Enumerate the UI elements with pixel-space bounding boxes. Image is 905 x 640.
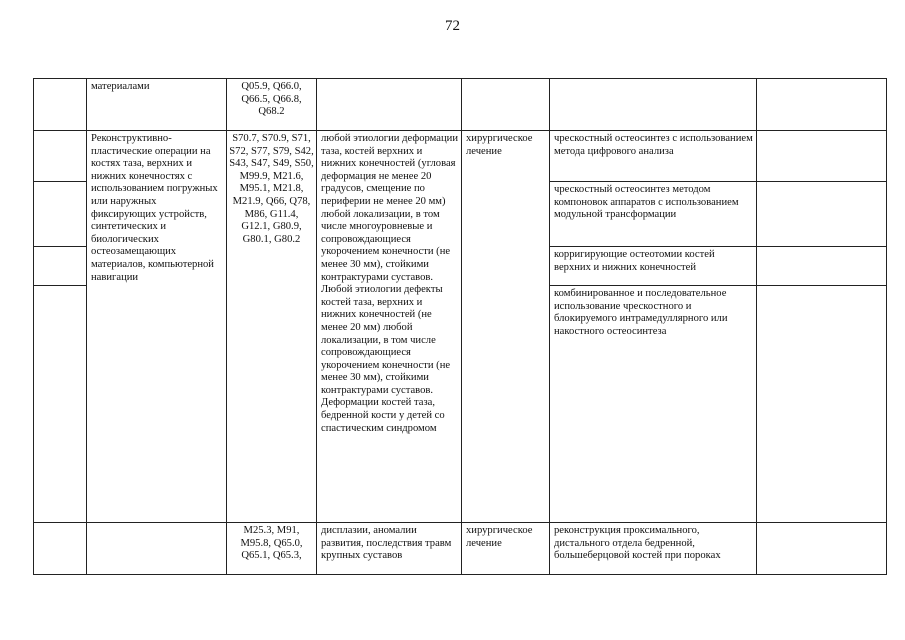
tariff-cell xyxy=(757,523,887,575)
table-row xyxy=(34,79,887,131)
treatment-method-item: чрескостный остеосинтез методом компоновок аппаратов с использованием модульной трансформации xyxy=(550,181,756,246)
icd-codes-cell: M25.3, M91, M95.8, Q65.0, Q65.1, Q65.3, xyxy=(227,523,317,575)
intervention-name-cell: Реконструктивно-пластические операции на костях таза, верхних и нижних конечностях с использованием погружных или наружных фиксирующих устройств, синтетических и биологических остеозамещающих материалов, компьютерной навигации xyxy=(87,131,227,523)
medical-care-table xyxy=(33,78,887,575)
row-number-cell xyxy=(34,131,87,523)
icd-codes-cell: S70.7, S70.9, S71, S72, S77, S79, S42, S43, S47, S49, S50, M99.9, M21.6, M95.1, M21.8, M21.9, Q66, Q78, M86, G11.4, G12.1, G80.9, G80.1, G80.2 xyxy=(227,131,317,523)
table-row xyxy=(34,523,887,575)
treatment-method-cell xyxy=(550,79,757,131)
treatment-method-item: корригирующие остеотомии костей верхних и нижних конечностей xyxy=(550,246,756,285)
row-number-cell xyxy=(34,79,87,131)
treatment-method-item: чрескостный остеосинтез с использованием метода цифрового анализа xyxy=(554,133,753,157)
page-number: 72 xyxy=(445,18,460,34)
table-row xyxy=(34,131,887,523)
patient-model-cell: дисплазии, аномалии развития, последствия травм крупных суставов xyxy=(317,523,462,575)
tariff-cell xyxy=(757,131,887,523)
row-number-cell xyxy=(34,523,87,575)
tariff-cell xyxy=(757,79,887,131)
treatment-type-cell: хирургическое лечение xyxy=(462,131,550,523)
icd-codes-cell: Q05.9, Q66.0, Q66.5, Q66.8, Q68.2 xyxy=(227,79,317,131)
treatment-method-cell: реконструкция проксимального, дистального отдела бедренной, большеберцовой костей при пороках xyxy=(550,523,757,575)
intervention-name-cell: материалами xyxy=(87,79,227,131)
intervention-name-cell xyxy=(87,523,227,575)
treatment-type-cell: хирургическое лечение xyxy=(462,523,550,575)
treatment-method-item: комбинированное и последовательное использование чрескостного и блокируемого интрамедуллярного или накостного остеосинтеза xyxy=(550,285,756,518)
treatment-type-cell xyxy=(462,79,550,131)
patient-model-cell: любой этиологии деформации таза, костей верхних и нижних конечностей (угловая деформация не менее 20 градусов, смещение по периферии не менее 20 мм) любой локализации, в том числе многоуровневые и сопровождающиеся укорочением конечности (не менее 30 мм), стойкими контрактурами суставов. Любой этиологии дефекты костей таза, верхних и нижних конечностей (не менее 20 мм) любой локализации, в том числе сопровождающиеся укорочением конечности (не менее 30 мм), стойкими контрактурами суставов. Деформации костей таза, бедренной кости у детей со спастическим синдромом xyxy=(317,131,462,523)
treatment-method-cell xyxy=(550,131,757,523)
patient-model-cell xyxy=(317,79,462,131)
